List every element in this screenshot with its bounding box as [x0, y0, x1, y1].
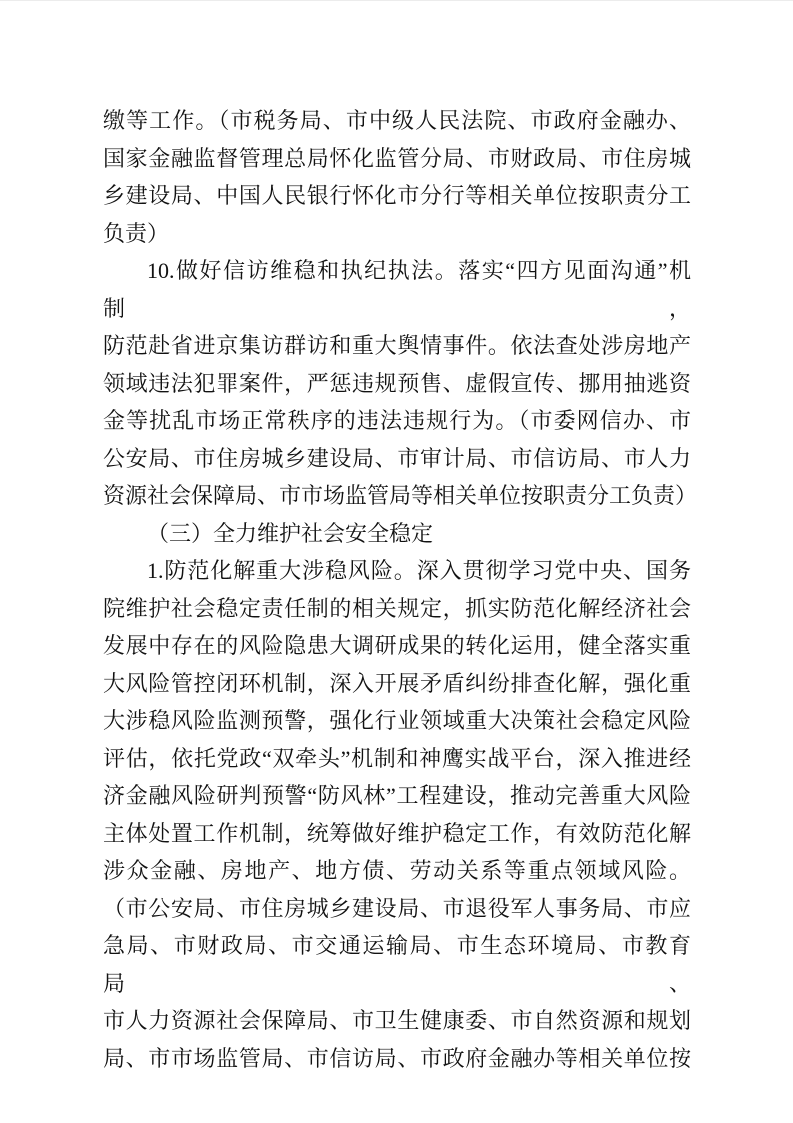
text-line: 负责） — [103, 220, 170, 246]
section-heading: （三）全力维护社会安全稳定 — [147, 520, 434, 546]
text-line: 涉众金融、房地产、地方债、劳动关系等重点领域风险。 — [103, 858, 691, 883]
text-line: 大风险管控闭环机制，深入开展矛盾纠纷排查化解，强化重 — [103, 670, 691, 696]
text-line: （市公安局、市住房城乡建设局、市退役军人事务局、市应 — [103, 895, 691, 921]
text-line: 院维护社会稳定责任制的相关规定，抓实防范化解经济社会 — [103, 595, 691, 621]
text-line-paragraph-start: 10.做好信访维稳和执纪执法。落实“四方见面沟通”机制， — [103, 258, 691, 321]
text-line: 公安局、市住房城乡建设局、市审计局、市信访局、市人力 — [103, 445, 691, 471]
text-line: 局、市市场监管局、市信访局、市政府金融办等相关单位按 — [103, 1045, 691, 1071]
text-line: 急局、市财政局、市交通运输局、市生态环境局、市教育局、 — [103, 933, 691, 996]
text-line: 主体处置工作机制，统筹做好维护稳定工作，有效防范化解 — [103, 820, 691, 846]
text-line: 金等扰乱市场正常秩序的违法违规行为。（市委网信办、市 — [103, 408, 691, 433]
document-text-block — [103, 102, 698, 1077]
text-line: 防范赴省进京集访群访和重大舆情事件。依法查处涉房地产 — [103, 333, 691, 358]
text-line: 发展中存在的风险隐患大调研成果的转化运用，健全落实重 — [103, 633, 691, 658]
text-line: 乡建设局、中国人民银行怀化市分行等相关单位按职责分工 — [103, 183, 691, 208]
text-line: 大涉稳风险监测预警，强化行业领域重大决策社会稳定风险 — [103, 708, 691, 733]
text-line: 资源社会保障局、市市场监管局等相关单位按职责分工负责） — [103, 483, 698, 508]
text-line: 济金融风险研判预警“防风林”工程建设，推动完善重大风险 — [103, 783, 691, 808]
text-line-paragraph-start: 1.防范化解重大涉稳风险。深入贯彻学习党中央、国务 — [147, 558, 691, 583]
text-line: 评估，依托党政“双牵头”机制和神鹰实战平台，深入推进经 — [103, 745, 691, 771]
text-line: 市人力资源社会保障局、市卫生健康委、市自然资源和规划 — [103, 1008, 691, 1033]
text-line: 领域违法犯罪案件，严惩违规预售、虚假宣传、挪用抽逃资 — [103, 370, 691, 396]
text-line: 缴等工作。（市税务局、市中级人民法院、市政府金融办、 — [103, 108, 691, 133]
text-line: 国家金融监督管理总局怀化监管分局、市财政局、市住房城 — [103, 145, 691, 171]
